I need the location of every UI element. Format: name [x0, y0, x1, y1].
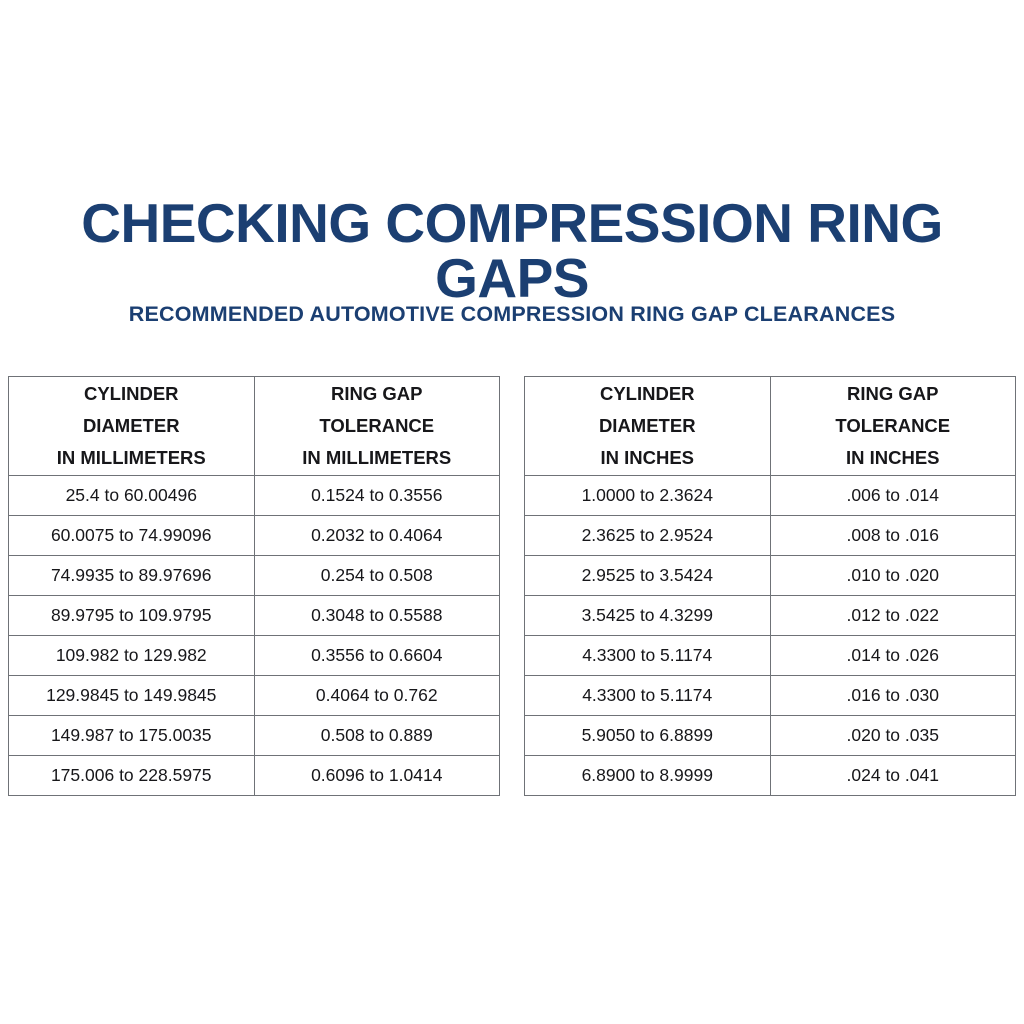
metric-table-body [9, 476, 500, 796]
metric-header-tolerance-line2: TOLERANCE [319, 415, 435, 437]
table-row [9, 716, 500, 756]
imperial-header-diameter [525, 377, 771, 476]
metric-tolerance-cell: 0.6096 to 1.0414 [254, 756, 500, 796]
imperial-header-row [525, 377, 1016, 476]
table-row [9, 636, 500, 676]
metric-header-tolerance-line1: RING GAP [331, 383, 423, 405]
metric-header-diameter-line2: DIAMETER [82, 415, 180, 437]
table-row [525, 716, 1016, 756]
imperial-diameter-cell: 3.5425 to 4.3299 [525, 596, 771, 636]
metric-tolerance-cell: 0.1524 to 0.3556 [254, 476, 500, 516]
imperial-tolerance-cell: .010 to .020 [770, 556, 1016, 596]
table-row [525, 556, 1016, 596]
imperial-diameter-cell: 5.9050 to 6.8899 [525, 716, 771, 756]
page-subtitle: RECOMMENDED AUTOMOTIVE COMPRESSION RING GAP CLEARANCES [128, 302, 896, 326]
imperial-header-diameter-line1: CYLINDER [599, 383, 695, 405]
metric-tolerance-cell: 0.2032 to 0.4064 [254, 516, 500, 556]
metric-tolerance-cell: 0.254 to 0.508 [254, 556, 500, 596]
imperial-diameter-cell: 4.3300 to 5.1174 [525, 676, 771, 716]
imperial-header-tolerance-line2: TOLERANCE [835, 415, 951, 437]
metric-header-diameter-line3: IN MILLIMETERS [56, 446, 206, 468]
table-row [525, 676, 1016, 716]
imperial-table-body [525, 476, 1016, 796]
imperial-header-tolerance-line1: RING GAP [847, 383, 939, 405]
imperial-tolerance-cell: .014 to .026 [770, 636, 1016, 676]
imperial-header-tolerance [770, 377, 1016, 476]
imperial-header-diameter-line3: IN INCHES [600, 446, 695, 468]
table-row [9, 676, 500, 716]
imperial-tolerance-cell: .008 to .016 [770, 516, 1016, 556]
metric-diameter-cell: 175.006 to 228.5975 [9, 756, 255, 796]
imperial-diameter-cell: 2.9525 to 3.5424 [525, 556, 771, 596]
imperial-diameter-cell: 4.3300 to 5.1174 [525, 636, 771, 676]
metric-ring-gap-table [8, 376, 500, 796]
table-row [525, 636, 1016, 676]
table-row [525, 516, 1016, 556]
imperial-table-head [525, 377, 1016, 476]
table-row [9, 516, 500, 556]
table-row [9, 476, 500, 516]
metric-table-head [9, 377, 500, 476]
metric-header-row [9, 377, 500, 476]
metric-diameter-cell: 109.982 to 129.982 [9, 636, 255, 676]
table-row [9, 556, 500, 596]
metric-header-tolerance [254, 377, 500, 476]
table-row [525, 476, 1016, 516]
metric-header-diameter [9, 377, 255, 476]
table-row [525, 596, 1016, 636]
metric-tolerance-cell: 0.3556 to 0.6604 [254, 636, 500, 676]
metric-diameter-cell: 60.0075 to 74.99096 [9, 516, 255, 556]
imperial-header-diameter-line2: DIAMETER [598, 415, 696, 437]
table-row [9, 596, 500, 636]
metric-tolerance-cell: 0.3048 to 0.5588 [254, 596, 500, 636]
imperial-tolerance-cell: .006 to .014 [770, 476, 1016, 516]
imperial-diameter-cell: 1.0000 to 2.3624 [525, 476, 771, 516]
metric-diameter-cell: 89.9795 to 109.9795 [9, 596, 255, 636]
imperial-header-tolerance-line3: IN INCHES [845, 446, 940, 468]
imperial-tolerance-cell: .016 to .030 [770, 676, 1016, 716]
imperial-tolerance-cell: .024 to .041 [770, 756, 1016, 796]
table-row [9, 756, 500, 796]
imperial-tolerance-cell: .012 to .022 [770, 596, 1016, 636]
tables-container [0, 376, 1024, 796]
metric-header-diameter-line1: CYLINDER [83, 383, 179, 405]
imperial-ring-gap-table [524, 376, 1016, 796]
metric-tolerance-cell: 0.508 to 0.889 [254, 716, 500, 756]
metric-tolerance-cell: 0.4064 to 0.762 [254, 676, 500, 716]
metric-diameter-cell: 74.9935 to 89.97696 [9, 556, 255, 596]
metric-diameter-cell: 129.9845 to 149.9845 [9, 676, 255, 716]
metric-header-tolerance-line3: IN MILLIMETERS [302, 446, 452, 468]
metric-diameter-cell: 25.4 to 60.00496 [9, 476, 255, 516]
metric-diameter-cell: 149.987 to 175.0035 [9, 716, 255, 756]
imperial-diameter-cell: 6.8900 to 8.9999 [525, 756, 771, 796]
page-title: CHECKING COMPRESSION RING GAPS [81, 192, 943, 309]
imperial-diameter-cell: 2.3625 to 2.9524 [525, 516, 771, 556]
imperial-tolerance-cell: .020 to .035 [770, 716, 1016, 756]
table-row [525, 756, 1016, 796]
